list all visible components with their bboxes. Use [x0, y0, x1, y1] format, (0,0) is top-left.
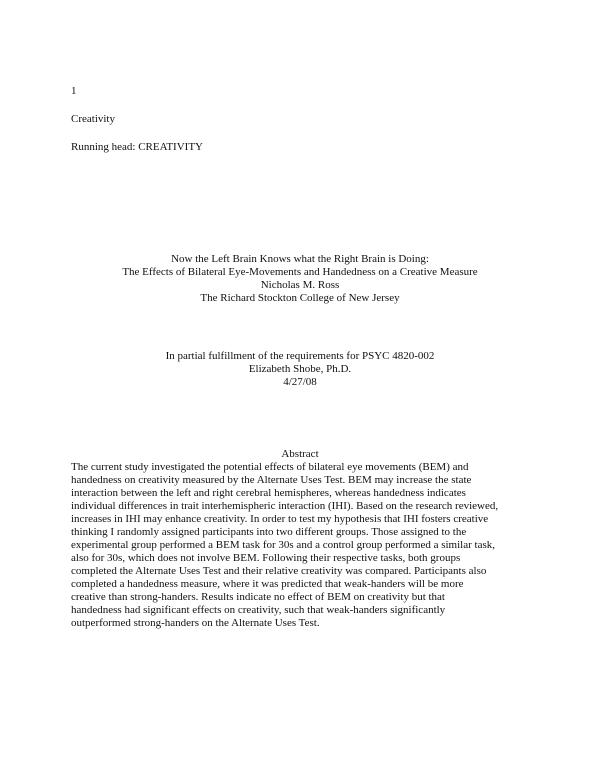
- institution: The Richard Stockton College of New Jersey: [200, 292, 400, 304]
- fulfillment-statement: In partial fulfillment of the requirements for PSYC 4820-002: [165, 350, 435, 362]
- paper-subtitle: The Effects of Bilateral Eye-Movements and Handedness on a Creative Measure: [122, 266, 478, 278]
- abstract-line: individual differences in trait interhemispheric interaction (IHI). Based on the research reviewed,: [71, 500, 499, 512]
- abstract-line: handedness on creativity measured by the Alternate Uses Test. BEM may increase the state: [71, 474, 472, 486]
- page-number: 1: [71, 85, 77, 97]
- abstract-line: interaction between the left and right cerebral hemispheres, whereas handedness indicates: [71, 487, 466, 499]
- submission-date: 4/27/08: [283, 376, 317, 388]
- abstract-line: experimental group performed a BEM task for 30s and a control group performed a similar task,: [71, 539, 495, 551]
- author-name: Nicholas M. Ross: [260, 279, 340, 291]
- abstract-line: outperformed strong-handers on the Alternate Uses Test.: [71, 617, 320, 629]
- abstract-line: completed a handedness measure, where it was predicted that weak-handers will be more: [71, 578, 464, 590]
- paper-title: Now the Left Brain Knows what the Right Brain is Doing:: [171, 253, 429, 265]
- title-block: [0, 253, 600, 305]
- abstract-line: creative than strong-handers. Results indicate no effect of BEM on creativity but that: [71, 591, 445, 603]
- abstract-line: increases in IHI may enhance creativity. In order to test my hypothesis that IHI fosters creative: [71, 513, 489, 525]
- fulfillment-block: [0, 350, 600, 389]
- abstract-line: handedness had significant effects on creativity, such that weak-handers significantly: [71, 604, 446, 616]
- abstract-body: [71, 461, 541, 630]
- abstract-line: thinking I randomly assigned participants into two different groups. Those assigned to the: [71, 526, 467, 538]
- abstract-line: completed the Alternate Uses Test and their relative creativity was compared. Participants also: [71, 565, 487, 577]
- instructor-name: Elizabeth Shobe, Ph.D.: [248, 363, 352, 375]
- abstract-heading: Abstract: [281, 448, 319, 460]
- abstract-line: also for 30s, which does not involve BEM. Following their respective tasks, both groups: [71, 552, 461, 564]
- running-head: Running head: CREATIVITY: [71, 141, 203, 153]
- short-title: Creativity: [71, 113, 115, 125]
- abstract-line: The current study investigated the potential effects of bilateral eye movements (BEM) and: [71, 461, 469, 473]
